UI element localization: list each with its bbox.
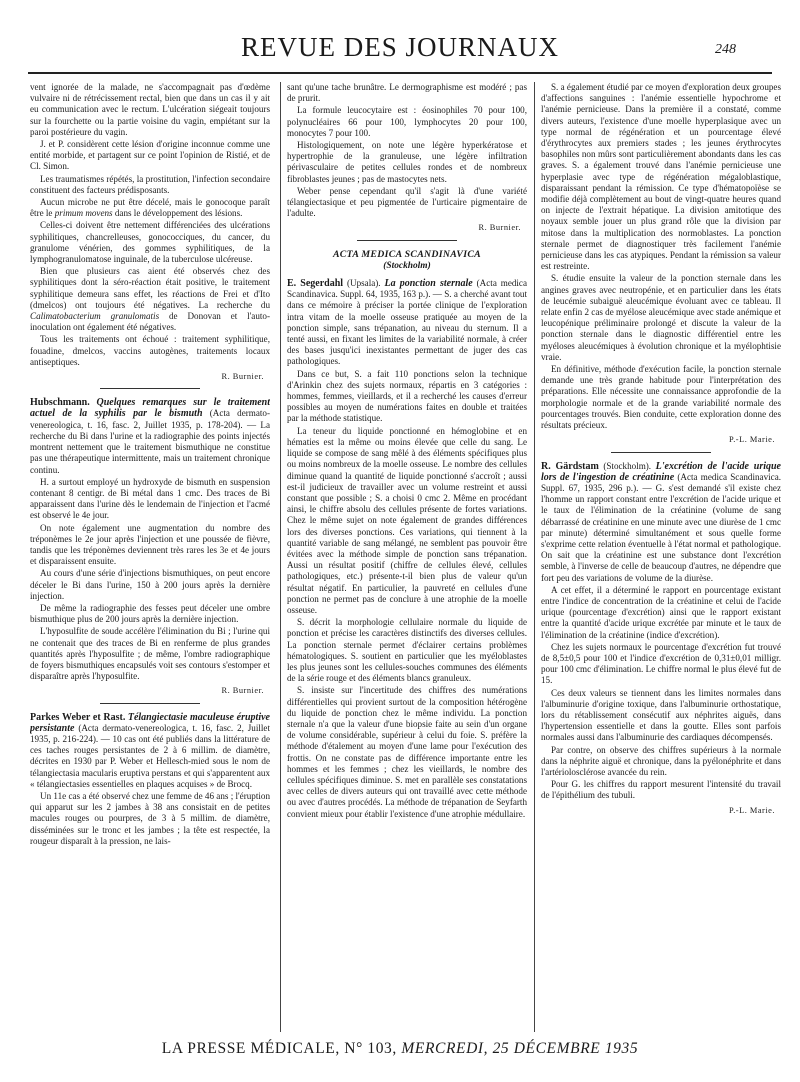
paragraph: S. a également étudié par ce moyen d'exploration deux groupes d'affections sanguines : l'anémie essentielle hypochrome et l'anémie pernicieuse. Dans la première il a constaté, comme divers auteurs, l'existence d'une moelle hyperplasique avec un type normal de régénération et un pourcentage élevé d'érythrocytes aux premiers stades ; les jeunes érythrocytes basophiles non mûrs sont particulièrement abondants dans les cas graves. S. a également trouvé dans l'anémie pernicieuse une hyperplasie avec type de régénération mégaloblastique, disparaissant pendant la rémission. Ce type d'hématopoïèse se modifie déjà complètement au bout de vingt-quatre heures quand on injecte de l'extrait hépatique. La division amitotique des noyaux semble jouer un plus grand rôle que la division par mitose dans la multiplication des normoblastes. La ponction sternale permet de diagnostiquer très facilement l'anémie pernicieuse dans les cas atypiques. Pendant la rémission sa valeur est restreinte. [541,82,781,272]
paragraph: Histologiquement, on note une légère hyperkératose et hypertrophie de la granuleuse, une légère infiltration périvasculaire de petites cellules rondes et de nombreux fibroblastes jeunes ; pas de mastocytes nets. [287,140,527,184]
paragraph: sant qu'une tache brunâtre. Le dermographisme est modéré ; pas de prurit. [287,82,527,104]
article-place: (Upsala). [346,278,381,289]
paragraph: On note également une augmentation du nombre des tréponèmes le 2e jour après l'injection et une poussée de fièvre, tandis que les tréponèmes deviennent très rares les 3e et 4e jours et disparaissent ensuite. [30,522,270,567]
article-author: Hubschmann. [30,397,90,409]
header-rule [28,72,772,74]
article-reference: (Acta medica Scandinavica. Suppl. 67, 1935, 296 p.). — G. s'est demandé s'il existe chez l'homme un rapport constant entre l'excrétion de l'acide urique et le taux de l'élimination de la créatinine (volume de sang débarrassé de créatinine en une minute avec une diurèse de 1 cmc par minute) déterminé simultanément et sous quelle forme s'exprime cette relation éventuelle à l'état normal et pathologique. On sait que la créatinine est une substance dont l'excrétion semble, à l'inverse de celle de beaucoup d'autres, ne dépendre que fort peu des variations de volume de la diurèse. [541,471,781,583]
paragraph: J. et P. considèrent cette lésion d'origine inconnue comme une entité morbide, et partagent sur ce point l'opinion de Ristié, et de Cl. Simon. [30,139,270,172]
article-separator [611,452,711,453]
signature: R. Burnier. [221,372,264,382]
page-title: REVUE DES JOURNAUX [240,32,559,62]
paragraph: Par contre, on observe des chiffres supérieurs à la normale dans la néphrite aiguë et chronique, dans la pyélonéphrite et dans l'artériolosclérose avancée du rein. [541,744,781,777]
article-place: (Stockholm). [603,460,652,471]
article-author: R. Gärdstam [541,460,599,472]
paragraph: S. décrit la morphologie cellulaire normale du liquide de ponction et précise les caractères distinctifs des diverses cellules. La ponction sternale permet d'éclairer certains problèmes hématologiques. S. soutient en particulier que les myéloblastes les plus jeunes sont les cellules-souches communes des éléments de la série rouge et des éléments blancs granuleux. [287,617,527,684]
article-heading [541,461,781,584]
article-title: La ponction sternale [384,278,473,290]
paragraph: A cet effet, il a déterminé le rapport en pourcentage existant entre l'indice de concentration de la créatinine et celui de l'acide urique (pourcentage d'excrétion) ainsi que le rapport existant entre la quantité d'acide urique excrétée par minute et le taux de l'élimination de la créatinine (indice d'excrétion). [541,584,781,640]
paragraph: Bien que plusieurs cas aient été observés chez des syphilitiques dont la séro-réaction était positive, le traitement syphilitique demeura sans effet, les réactions de Frei et d'Ito (dmelcos) ont toujours été négatives. La recherche du Calimatobacterium granulomatis de Donovan et l'auto-inoculation ont également été négatives. [30,266,270,333]
column-3 [541,82,781,1037]
article-reference: (Acta dermato-venereologica, t. 16, fasc. 2, Juillet 1935, p. 178-204). — La recherche du Bi dans l'urine et la radiographie des points injectés montrent nettement que le traitement bismuthique ne constitue pas une thérapeutique intermittente, mais un traitement chronique continu. [30,408,270,475]
article-heading [30,397,270,475]
paragraph: De même la radiographie des fesses peut déceler une ombre bismuthique plus de 200 jours après la dernière injection. [30,602,270,625]
paragraph: Aucun microbe ne put être décelé, mais le gonocoque paraît être le primum movens dans le développement des lésions. [30,197,270,219]
page-number: 248 [715,42,736,57]
paragraph: L'hyposulfite de soude accélère l'élimination du Bi ; l'urine qui ne contenait que des traces de Bi en renferme de plus grandes quantités après l'hyposulfite ; de même, l'ombre radiographique de foyers bismuthiques encapsulés voit ses contours s'estomper et disparaître après l'hyposulfite. [30,626,270,682]
article-separator [100,703,200,704]
paragraph: S. étudie ensuite la valeur de la ponction sternale dans les angines graves avec neutropénie, et en particulier dans les états de leucémie subaiguë aleucémique évoluant avec ce tableau. Il relate enfin 2 cas de myélose aleucémique avec stade anémique et leucopénique préliminaire prolongé et discute la valeur de la ponction sternale dans le diagnostic différentiel entre les myéloses aleucémiques à évolution chronique et la myélophtisie vraie. [541,273,781,362]
paragraph: Les traumatismes répétés, la prostitution, l'infection secondaire constituent des facteurs prédisposants. [30,173,270,195]
paragraph: S. insiste sur l'incertitude des chiffres des numérations différentielles qui provient surtout de la composition hétérogène du liquide de ponction chez le même individu. La ponction sternale n'a que la valeur d'une biopsie faite au sein d'un organe de volume considérable, supérieur à celui du foie. S. préfère la méthode d'étalement au moyen d'une lame pour l'exécution des frottis. On ne constate pas de différence importante entre les hommes et les femmes ; chez les vieillards, le nombre des cellules spécifiques diminue. S. met en parallèle ses constatations avec celles de divers auteurs qui ont travaillé avec cette méthode ou avec d'autres procédés. La méthode de trépanation de Seyfarth convient mieux pour établir l'existence d'une atrophie médullaire. [287,685,527,819]
signature: R. Burnier. [478,223,521,233]
signature: P.-L. Marie. [728,435,775,445]
paragraph: Dans ce but, S. a fait 110 ponctions selon la technique d'Arinkin chez des sujets normaux, répartis en 3 catégories : hommes, femmes, vieillards, et il a recherché les causes d'erreur possibles au moyen de numérations faites en double et traitées par la méthode statistique. [287,368,527,424]
column-divider-2 [534,82,535,1032]
paragraph: La teneur du liquide ponctionné en hémoglobine et en hématies est la même ou moins élevée que celle du sang. Le liquide se compose de sang mêlé à des éléments spécifiques plus ou moins nombreux de la moelle osseuse. Le nombre des cellules diminue quand la quantité de liquide ponctionné s'accroît ; aussi est-il judicieux de travailler avec un volume restreint et aussi constant que possible ; S. a choisi 0 cmc 2. Même en procédant ainsi, le chiffre absolu des cellules présente de fortes variations. Chez le même sujet on note également de grandes différences lors des diverses ponctions. Ces variations, qui tiennent à la quantité variable de sang mélangé, ne semblent pas pouvoir être évitées avec la méthode simple de ponction sans trépanation. Aussi un résultat positif (chiffre de cellules élevé, cellules pathologiques, etc.) présente-t-il bien plus de valeur qu'un résultat négatif. En particulier, la pauvreté en cellules d'une ponction ne permet pas de conclure à une atrophie de la moelle osseuse. [287,425,527,615]
footer-date: MERCREDI, 25 DÉCEMBRE 1935 [401,1040,639,1057]
paragraph: Pour G. les chiffres du rapport mesurent l'intensité du travail de l'épithélium des tubuli. [541,779,781,801]
column-2 [287,82,527,1037]
article-title: L'excrétion de l'acide urique lors de l'ingestion de créatinine [541,460,781,483]
paragraph: Ces deux valeurs se tiennent dans les limites normales dans l'albuminurie d'origine toxique, dans l'albuminurie orthostatique, lors du rétablissement consécutif aux néphrites aiguës, dans l'hypertension essentielle et dans la goutte. Elles sont parfois normales aussi dans l'albuminurie des cardiaques décompensés. [541,687,781,743]
article-title: Quelques remarques sur le traitement actuel de la syphilis par le bismuth [30,397,270,420]
article-author: E. Segerdahl [287,278,344,290]
article-heading [287,278,527,368]
signature: R. Burnier. [221,686,264,696]
paragraph: La formule leucocytaire est : éosinophiles 70 pour 100, polynucléaires 66 pour 100, lymphocytes 20 pour 100, monocytes 7 pour 100. [287,105,527,138]
article-separator [100,388,200,389]
paragraph: Au cours d'une série d'injections bismuthiques, on peut encore déceler le Bi dans l'urine, 150 à 200 jours après la dernière injection. [30,568,270,601]
journal-city: (Stockholm) [383,260,431,271]
paragraph: En définitive, méthode d'exécution facile, la ponction sternale demande une très grande habitude pour l'interprétation des préparations. Elle nécessite une connaissance approfondie de la morphologie normale et de la grande variabilité normale des pourcentages trouvés. Bien conduite, cette exploration donne des résultats précieux. [541,364,781,431]
article-reference: (Acta medica Scandinavica. Suppl. 64, 1935, 163 p.). — S. a cherché avant tout dans ce mémoire à préciser la portée clinique de l'exploration intra vitam de la moelle osseuse pratiquée au moyen de la ponction simple, sans trépanation, au niveau du sternum. Il a tenté aussi, en fixant les limites de la variabilité normale, à créer des bases jusqu'ici inexistantes permettant de juger des cas pathologiques. [287,278,527,367]
article-heading [30,712,270,790]
page-header [28,14,772,74]
page-footer [0,1040,800,1058]
signature: P.-L. Marie. [728,805,775,815]
article-title: Télangiectasie maculeuse éruptive persistante [30,711,270,734]
paragraph: Weber pense cependant qu'il s'agit là d'une variété télangiectasique et peu pigmentée de l'urticaire pigmentaire de l'adulte. [287,185,527,219]
journal-name: ACTA MEDICA SCANDINAVICA [332,248,482,260]
paragraph: Chez les sujets normaux le pourcentage d'excrétion fut trouvé de 8,5±0,5 pour 100 et l'indice d'excrétion de 0,31±0,01 milligr. pour 100 cmc d'élimination. Le chiffre normal le plus élevé fut de 15. [541,641,781,686]
paragraph: Un 11e cas a été observé chez une femme de 46 ans ; l'éruption qui apparut sur les 2 jambes à 38 ans consistait en de petites macules rouges ou pourpres, de 3 à 5 millim. de diamètre, disséminées sur le tronc et les jambes ; la tête est respectée, la rougeur disparaît à la pression, ne lais- [30,790,270,846]
paragraph: Celles-ci doivent être nettement différenciées des ulcérations syphilitiques, chancrelleuses, gonococciques, du cancer, du granulome vénérien, des gommes syphilitiques, de la lymphogranulomatose inguinale, de la tuberculose ulcéreuse. [30,220,270,265]
column-divider-1 [280,82,281,1032]
footer-publication: LA PRESSE MÉDICALE, N° 103, [161,1040,397,1057]
paragraph: Tous les traitements ont échoué : traitement syphilitique, fouadine, dmelcos, vaccins autogènes, traitements locaux antiseptiques. [30,334,270,367]
paragraph: H. a surtout employé un hydroxyde de bismuth en suspension contenant 8 centigr. de Bi métal dans 1 cmc. Des traces de Bi apparaissent dans l'urine dès le lendemain de l'injection et l'acmé est observé le 4e jour. [30,476,270,521]
article-author: Parkes Weber et Rast. [30,711,126,723]
paragraph: vent ignorée de la malade, ne s'accompagnait pas d'œdème vulvaire ni de rétrécissement rectal, bien que dans un cas il y ait eu communication avec le rectum. L'ulcération siégeait toujours sur la fourchette ou la partie voisine du vagin, empiétant sur la paroi postérieure du vagin. [30,82,270,137]
article-reference: (Acta dermato-venereologica, t. 16, fasc. 2, Juillet 1935, p. 216-224). — 10 cas ont été publiés dans la littérature de ces taches rouges persistantes de 2 à 6 millim. de diamètre, décrites en 1930 par P. Weber et Hellesch-mied sous le nom de télangiectasia macularis eruptiva perstans et qui s'apparentent aux « télangiectasies essentielles en plaques acquises » de Brocq. [30,722,270,789]
column-1 [30,82,270,1037]
article-separator [357,240,457,241]
